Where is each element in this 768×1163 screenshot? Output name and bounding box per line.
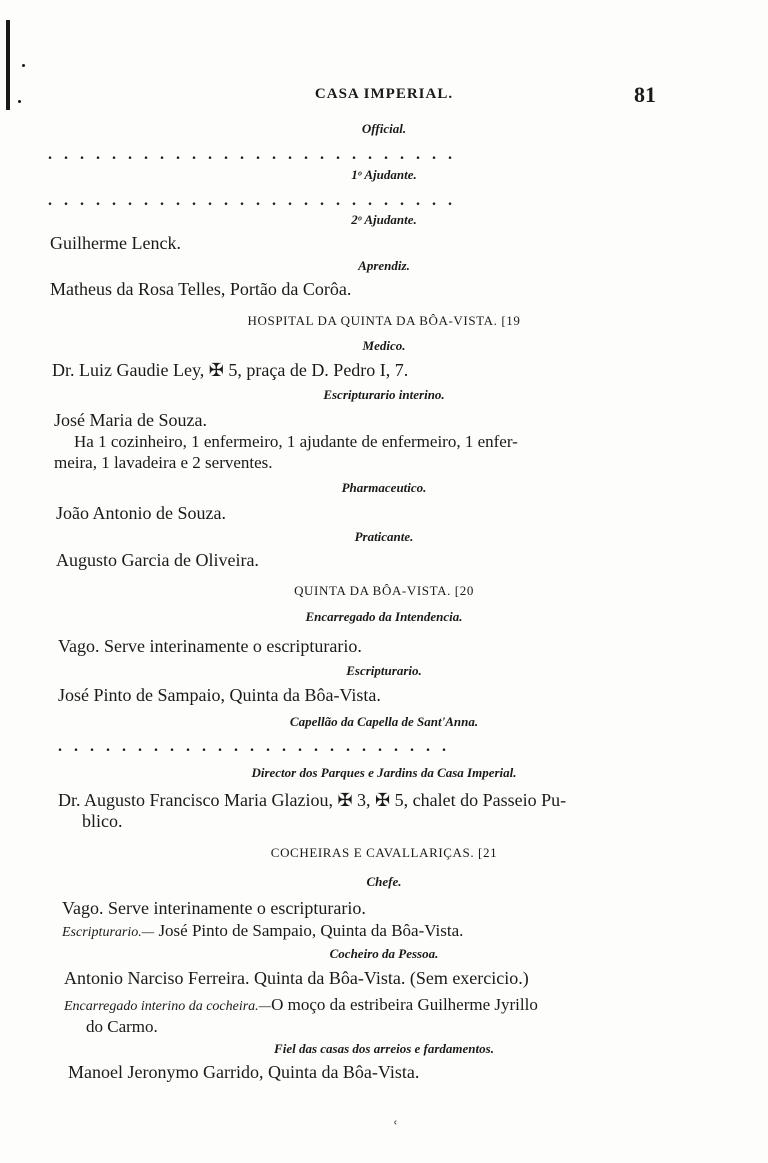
entry-title-cocheiro: Cocheiro da Pessoa. [329,946,439,961]
entry-line: do Carmo. [86,1017,158,1036]
entry-line: Dr. Augusto Francisco Maria Glaziou, ✠ 3, ✠ 5, chalet do Passeio Pu- [58,790,567,810]
section-heading-quinta: QUINTA DA BÔA-VISTA. [20 [294,583,474,598]
entry-line: blico. [82,811,123,831]
entry-title-director-parques: Director dos Parques e Jardins da Casa Imperial. [251,765,517,780]
entry-line: Vago. Serve interinamente o escripturario. [62,898,366,918]
entry-line: Ha 1 cozinheiro, 1 enfermeiro, 1 ajudante de enfermeiro, 1 enfer- [74,432,518,451]
edge-dot [22,64,25,67]
footer-mark: ʿ [392,1118,399,1140]
entry-title-chefe: Chefe. [366,874,402,889]
entry-title-escripturario: Escripturario. [346,663,422,678]
entry-title-pharmaceutico: Pharmaceutico. [341,480,427,495]
entry-line: Augusto Garcia de Oliveira. [56,550,259,570]
entry-line: Dr. Luiz Gaudie Ley, ✠ 5, praça de D. Pedro I, 7. [52,360,409,380]
entry-line: João Antonio de Souza. [56,503,226,523]
section-heading-cocheiras: COCHEIRAS E CAVALLARIÇAS. [21 [270,845,498,860]
entry-line: José Maria de Souza. [54,410,207,430]
entry-line-mixed [62,921,463,941]
entry-line: Antonio Narciso Ferreira. Quinta da Bôa-Vista. (Sem exercicio.) [64,968,529,988]
entry-line-mixed [64,995,538,1015]
entry-title-2-ajudante: 2ᵒ Ajudante. [351,212,417,227]
entry-inline-label: Encarregado interino da cocheira.— [64,999,272,1014]
entry-inline-text: José Pinto de Sampaio, Quinta da Bôa-Vista. [154,921,464,940]
entry-line: Manoel Jeronymo Garrido, Quinta da Bôa-Vista. [68,1062,420,1082]
entry-title-fiel: Fiel das casas dos arreios e fardamentos. [274,1041,494,1056]
entry-title-capellao: Capellão da Capella de Sant'Anna. [289,714,479,729]
entry-title-praticante: Praticante. [354,529,414,544]
leader-dots: . . . . . . . . . . . . . . . . . . . . . . . . . . [48,146,452,163]
entry-line: meira, 1 lavadeira e 2 serventes. [54,453,273,472]
entry-title-1-ajudante: 1ᵒ Ajudante. [351,167,417,182]
leader-dots: . . . . . . . . . . . . . . . . . . . . . . . . . . [48,192,452,209]
entry-line: Guilherme Lenck. [50,233,181,253]
entry-title-encarregado: Encarregado da Intendencia. [305,609,463,624]
entry-line: Matheus da Rosa Telles, Portão da Corôa. [50,279,352,299]
entry-title-aprendiz: Aprendiz. [358,258,410,273]
entry-inline-text: O moço da estribeira Guilherme Jyrillo [271,995,538,1014]
entry-inline-label: Escripturario.— [62,925,155,940]
section-heading-hospital: HOSPITAL DA QUINTA DA BÔA-VISTA. [19 [247,313,521,328]
entry-title-official: Official. [361,121,407,136]
page-number: 81 [634,82,656,107]
leader-dots: . . . . . . . . . . . . . . . . . . . . . . . . . [58,738,446,755]
entry-line: José Pinto de Sampaio, Quinta da Bôa-Vista. [58,685,381,705]
entry-title-medico: Medico. [362,338,406,353]
entry-title-escripturario-interino: Escripturario interino. [323,387,445,402]
entry-line: Vago. Serve interinamente o escripturario. [58,636,362,656]
running-title: CASA IMPERIAL. [314,86,454,102]
